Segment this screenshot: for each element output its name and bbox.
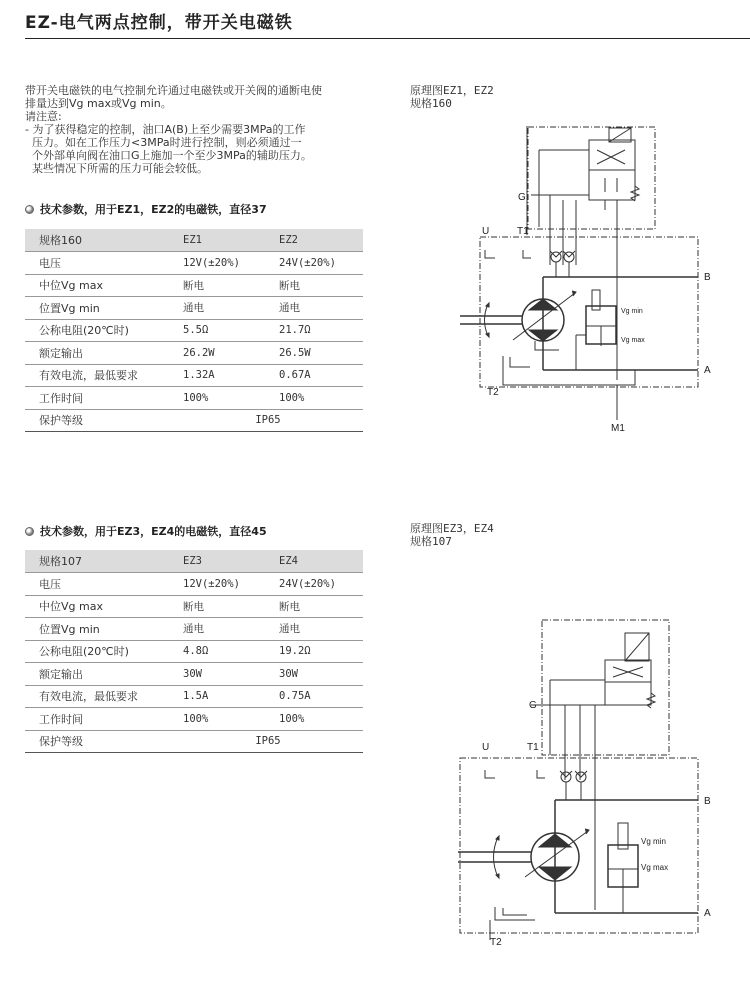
table-row (25, 342, 363, 365)
port-label-t2: T2 (487, 387, 499, 398)
value-cell: 30W (173, 663, 269, 686)
value-cell: 0.67A (269, 364, 363, 387)
param-cell: 有效电流，最低要求 (25, 685, 173, 708)
table-row (25, 573, 363, 596)
caption-line: 规格160 (410, 97, 452, 110)
value-cell: 26.2W (173, 342, 269, 365)
valve-boundary (528, 127, 655, 229)
label-vgmin: Vg min (641, 837, 666, 846)
param-cell: 工作时间 (25, 708, 173, 731)
table-row (25, 663, 363, 686)
spec-table-1 (25, 229, 363, 432)
value-cell: 4.8Ω (173, 640, 269, 663)
table-row (25, 252, 363, 275)
value-cell: 12V(±20%) (173, 573, 269, 596)
label-vgmin: Vg min (621, 308, 643, 315)
port-label-a: A (704, 908, 711, 919)
param-cell: 额定输出 (25, 342, 173, 365)
value-cell: 30W (269, 663, 363, 686)
page-title: EZ-电气两点控制，带开关电磁铁 (25, 8, 750, 39)
note-line: 个外部单向阀在油口G上施加一个至少3MPa的辅助压力。 (25, 149, 312, 162)
header-cell: EZ4 (269, 550, 363, 573)
section1-heading (25, 201, 267, 217)
value-cell: 0.75A (269, 685, 363, 708)
port-label-u: U (482, 226, 490, 237)
value-cell: 通电 (173, 297, 269, 320)
section2-heading (25, 523, 267, 539)
port-label-g: G (518, 192, 526, 203)
note-line: 某些情况下所需的压力可能会较低。 (25, 162, 208, 175)
value-cell: 断电 (269, 595, 363, 618)
port-label-t2: T2 (490, 937, 502, 948)
param-cell: 额定输出 (25, 663, 173, 686)
value-cell: IP65 (173, 409, 363, 432)
bullet-icon (25, 527, 34, 536)
intro-line: 带开关电磁铁的电气控制允许通过电磁铁或开关阀的通断电使 (25, 84, 322, 97)
table-header-row (25, 550, 363, 573)
param-cell: 中位Vg max (25, 274, 173, 297)
diagram1-labels (482, 192, 711, 434)
param-cell: 电压 (25, 252, 173, 275)
value-cell: 24V(±20%) (269, 252, 363, 275)
table-row (25, 595, 363, 618)
table-row (25, 685, 363, 708)
table-row (25, 730, 363, 753)
param-cell: 电压 (25, 573, 173, 596)
param-cell: 位置Vg min (25, 297, 173, 320)
section2-heading-text: 技术参数，用于EZ3，EZ4的电磁铁，直径45 (40, 525, 267, 538)
value-cell: 断电 (173, 274, 269, 297)
port-label-t1: T1 (517, 226, 529, 237)
table-row (25, 409, 363, 432)
header-cell: EZ3 (173, 550, 269, 573)
header-cell: 规格160 (25, 229, 173, 252)
section1-heading-text: 技术参数，用于EZ1，EZ2的电磁铁，直径37 (40, 203, 267, 216)
bullet-icon (25, 205, 34, 214)
param-cell: 保护等级 (25, 730, 173, 753)
table-row (25, 297, 363, 320)
note-line: 压力。如在工作压力<3MPa时进行控制，则必须通过一 (25, 136, 302, 149)
port-label-u: U (482, 742, 490, 753)
hydraulic-schematic-1 (455, 120, 730, 435)
value-cell: 100% (173, 387, 269, 410)
header-cell: EZ1 (173, 229, 269, 252)
param-cell: 位置Vg min (25, 618, 173, 641)
table-row (25, 640, 363, 663)
value-cell: 1.5A (173, 685, 269, 708)
param-cell: 保护等级 (25, 409, 173, 432)
table-row (25, 708, 363, 731)
value-cell: 通电 (269, 297, 363, 320)
note-line: - 为了获得稳定的控制，油口A(B)上至少需要3MPa的工作 (25, 123, 306, 136)
table-row (25, 274, 363, 297)
label-vgmax: Vg max (621, 337, 645, 344)
header-cell: EZ2 (269, 229, 363, 252)
intro-text (25, 84, 370, 175)
value-cell: 21.7Ω (269, 319, 363, 342)
spec-table-2 (25, 550, 363, 753)
label-vgmax: Vg max (641, 863, 669, 872)
port-label-t1: T1 (527, 742, 539, 753)
caption-line: 原理图EZ1，EZ2 (410, 84, 494, 97)
table-row (25, 387, 363, 410)
caption-line: 规格107 (410, 535, 452, 548)
value-cell: 断电 (173, 595, 269, 618)
value-cell: 100% (173, 708, 269, 731)
diagram1-caption (410, 84, 494, 110)
value-cell: 100% (269, 708, 363, 731)
caption-line: 原理图EZ3，EZ4 (410, 522, 494, 535)
value-cell: 1.32A (173, 364, 269, 387)
table-row (25, 364, 363, 387)
port-label-a: A (704, 365, 711, 376)
table-row (25, 618, 363, 641)
intro-line: 排量达到Vg max或Vg min。 (25, 97, 172, 110)
port-label-b: B (704, 796, 711, 807)
param-cell: 有效电流，最低要求 (25, 364, 173, 387)
value-cell: IP65 (173, 730, 363, 753)
value-cell: 通电 (173, 618, 269, 641)
param-cell: 工作时间 (25, 387, 173, 410)
value-cell: 19.2Ω (269, 640, 363, 663)
value-cell: 100% (269, 387, 363, 410)
port-label-g: G (529, 700, 537, 711)
table-header-row (25, 229, 363, 252)
param-cell: 公称电阻(20℃时) (25, 319, 173, 342)
value-cell: 24V(±20%) (269, 573, 363, 596)
note-title: 请注意: (25, 110, 62, 123)
table-row (25, 319, 363, 342)
value-cell: 12V(±20%) (173, 252, 269, 275)
param-cell: 中位Vg max (25, 595, 173, 618)
param-cell: 公称电阻(20℃时) (25, 640, 173, 663)
pump-boundary (480, 237, 698, 387)
header-cell: 规格107 (25, 550, 173, 573)
port-label-m1: M1 (611, 423, 625, 434)
diagram2-caption (410, 522, 494, 548)
value-cell: 5.5Ω (173, 319, 269, 342)
value-cell: 断电 (269, 274, 363, 297)
value-cell: 通电 (269, 618, 363, 641)
port-label-b: B (704, 272, 711, 283)
value-cell: 26.5W (269, 342, 363, 365)
diagram2-labels (482, 700, 711, 948)
hydraulic-schematic-2 (455, 615, 730, 960)
